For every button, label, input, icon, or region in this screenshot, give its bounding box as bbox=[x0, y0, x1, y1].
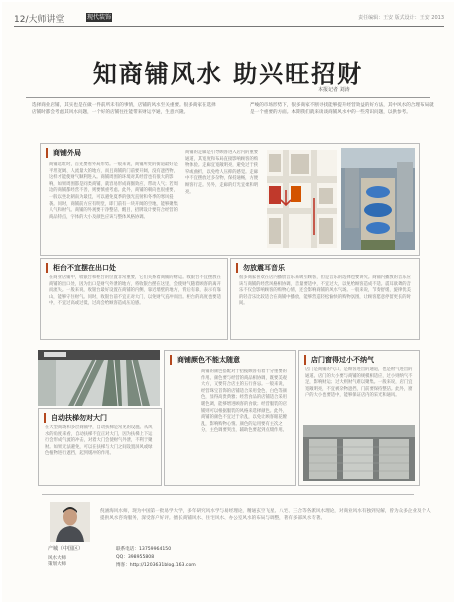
contact-value: 13759964150 bbox=[138, 547, 172, 552]
section-text: 商铺的颜色搭配对于招揽顾客有着十分重要的作用。颜色要与经营的商品相协调，既要美观大方，又要符合店主的五行喜忌。一般来说，经营珠宝首饰的店铺适合采用金色、白色等颜色，显得高贵典雅；经营食品的店铺适合采用暖色调，能够增进顾客的食欲；经营服装的店铺则可以根据服装的风格来选择颜色。此外，商铺的颜色不宜过于杂乱，以免让顾客眼花缭乱，影响购物心情。颜色的运用要有主次之分，主色调要突出，辅助色要起到点缀作用。 bbox=[201, 369, 287, 434]
author-role-line: 风水大师 bbox=[48, 556, 66, 561]
section-heading: 商铺外局 bbox=[46, 148, 81, 158]
section-box-color bbox=[164, 350, 296, 486]
section-text: 很多商家喜欢在店内播放音乐来吸引顾客，但是音乐的选择也要讲究。商铺内播放的音乐应该与商铺的经营风格相协调，音量要适中，不宜过大，以免给顾客造成不适。震耳欲聋的音乐不仅会影响顾客的购物心情，还会影响商铺的风水气场。一般来说，节奏舒缓、旋律优美的轻音乐比较适合在商铺中播放，能够营造轻松愉快的购物氛围，让顾客愿意停留更长的时间。 bbox=[239, 275, 411, 307]
contact-value: 398955808 bbox=[127, 555, 155, 560]
contact-value[interactable]: http://1203631blog.163.com bbox=[129, 563, 196, 568]
contact-blog bbox=[116, 562, 196, 568]
section-box-escalator bbox=[38, 408, 162, 486]
section-box-door bbox=[298, 350, 420, 486]
section-heading: 勿放震耳音乐 bbox=[236, 263, 285, 273]
section-heading: 店门窗得过小不纳气 bbox=[304, 355, 374, 365]
publication-logo: 现代装饰 bbox=[86, 14, 111, 21]
section-text: 在商业店铺中，收银台和柜台的位置非常重要，它们关系着商铺的财运。收银台不宜摆放在商铺的出口处，因为出口是财气外泄的地方，将收银台摆在这里，会使财气随着顾客的离开而流失。一般来说，收银台最好设置在商铺的内侧，靠近墙壁的地方，背后有靠，表示有靠山，能够守住财气。同时，收银台前不宜正对大门，以免财气直冲而出。柜台的高度也要适中，不宜过高或过低，过高会给顾客造成压迫感。 bbox=[49, 275, 221, 307]
section-text: 商铺选址时，首先要看外局形势。一般来说，商铺所处的街道最好是平坦宽阔、人流量大的地方，而且商铺的门前要开阔，没有遮挡物，这样才能使财气顺利进入。商铺周围的环境对其经营也有很大的影响，如果周围都是同类商铺，就容易形成商圈效应，带动人气；若周边的商铺都经营不善，则要慎重考虑。此外，商铺的朝向也很重要，一般以坐北朝南为最佳，可以避免夏季的强光直射和冬季的寒风侵袭。同时，商铺前方应有明堂，即门前有一块开阔的空地，能够聚集人气和财气。商铺的外观要干净整洁、醒目，招牌设计要符合经营的商品特点，字体的大小及颜色应该与整体风格协调。 bbox=[49, 162, 178, 220]
section-text-corridor: 商铺的走廊是引导顾客进入店内的重要通道，其宽度和布局直接影响顾客的购物体验。走廊宜宽敞明亮，避免过于狭窄或曲折，以免给人压抑的感觉。走廊中不宜摆放过多杂物，保持通畅，方便顾客行走。另外，走廊的灯光宜柔和明亮。 bbox=[185, 150, 259, 195]
footer-rule bbox=[42, 494, 414, 495]
escalator-photo bbox=[38, 350, 160, 406]
section-heading: 商铺颜色不能太随意 bbox=[170, 355, 240, 365]
contact-qq bbox=[116, 554, 154, 560]
section-box-music bbox=[230, 258, 420, 340]
contact-phone bbox=[116, 546, 171, 552]
author-photo bbox=[50, 502, 90, 542]
header-meta: 责任编辑：王安 版式设计：王安 2013 bbox=[358, 15, 444, 21]
section-box-counter bbox=[40, 258, 228, 340]
author-role bbox=[48, 555, 66, 567]
section-text: 在大型商场和多层商铺中，自动扶梯是常见的设施。从风水的角度来看，自动扶梯不宜正对大门，因为扶梯上下运行会形成气流的冲击，对着大门会使财气外泄，不利于聚财。如果无法避免，可以在扶梯与大门之间设置屏风或绿色植物进行遮挡，起到缓冲的作用。 bbox=[45, 425, 153, 457]
article-title: 知商铺风水 助兴旺招财 bbox=[92, 59, 364, 88]
intro-left: 选择商业店铺，其实也是在做一件前所未有的事情，店铺的风水至关重要。很多商家在选择店铺时都会考虑其风水问题，一个好的店铺往往能带来财运亨通，生意兴隆。 bbox=[32, 103, 216, 115]
author-bio: 倪涵海风水师，现为中国第一批易学大学，多年研究风水学与易经理论，精通玄空飞星、八宅、三合等各派风水理论，对商业风水有独到见解，曾为众多企业及个人提供风水咨询服务，深受客户好评。擅长商铺风水、住宅风水、办公室风水的布局与调整，著有多部风水专著。 bbox=[100, 509, 431, 521]
shopfront-photo bbox=[303, 425, 415, 481]
section-heading: 柜台不宜摆在出口处 bbox=[46, 263, 116, 273]
title-rule bbox=[26, 97, 430, 98]
contact-label: 博客： bbox=[116, 563, 130, 568]
page-header bbox=[14, 10, 444, 26]
contact-label: QQ： bbox=[116, 555, 128, 560]
header-rule bbox=[14, 26, 444, 27]
byline: 本报记者 刘涛 bbox=[318, 87, 350, 93]
plaza-aerial-photo bbox=[341, 148, 415, 250]
section-box-shop-exterior bbox=[40, 143, 420, 256]
contact-label: 联系电话： bbox=[116, 547, 139, 552]
section-label: 12/大师讲堂 bbox=[14, 15, 65, 25]
author-role-line: 策划大师 bbox=[48, 562, 66, 567]
newspaper-page bbox=[2, 2, 454, 602]
street-map-diagram bbox=[267, 150, 337, 248]
section-text: 店门是商铺的气口，是顾客进出的通道，也是财气进出的通道。店门的大小要与商铺的规模相适应，过小则纳气不足，影响财运；过大则财气难以聚集。一般来说，店门宜宽敞明亮，不宜被杂物遮挡，门前要保持整洁。此外，窗户的大小也要适中，能够保证店内的采光和通风。 bbox=[305, 367, 413, 399]
section-heading: 自动扶梯勿对大门 bbox=[44, 413, 107, 423]
author-name: 产城（中国区） bbox=[48, 546, 84, 552]
intro-right: 严峻的市场形势下，很多商家不断寻找能够提升经营效益的好方法，其中风水的合理布局就是一个重要的方面。本期我们就来谈谈商铺风水中的一些常识问题，以供参考。 bbox=[250, 103, 434, 115]
